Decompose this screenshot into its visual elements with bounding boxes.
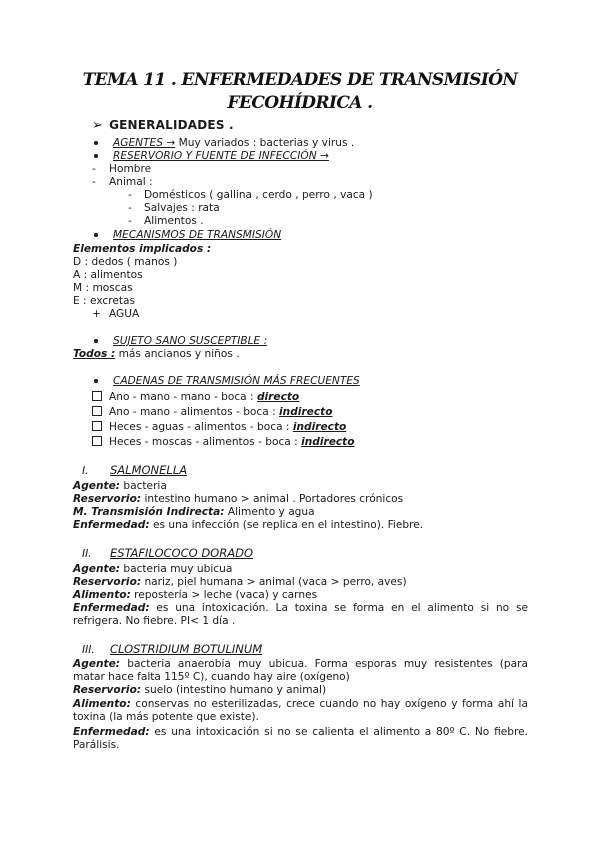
animal-subitem-text: Domésticos ( gallina , cerdo , perro , vaca ) [144, 189, 373, 201]
clostridium-reservorio [73, 684, 326, 697]
clostridium-enfermedad [73, 726, 528, 752]
field-text: es una intoxicación. La toxina se forma en el alimento si no se refrigera. No fiebre. PI< 1 día . [73, 602, 528, 627]
generalidades-heading-text: GENERALIDADES . [109, 118, 234, 132]
section-roman-numeral: I. [82, 465, 89, 477]
animal-subitem [128, 215, 204, 228]
cadena-text: Heces - aguas - alimentos - boca : [109, 421, 293, 433]
cadena-item [92, 436, 355, 449]
cadena-tipo: indirecto [279, 406, 333, 418]
animal-subitem [128, 202, 220, 215]
field-text: suelo (intestino humano y animal) [141, 684, 327, 696]
field-text: es una intoxicación si no se calienta el alimento a 80º C. No fiebre. Parálisis. [73, 726, 528, 751]
cadenas-heading: CADENAS DE TRANSMISIÓN MÁS FRECUENTES [113, 375, 360, 387]
animal-subitem-text: Alimentos . [144, 215, 204, 227]
field-label: Agente: [73, 658, 120, 670]
salmonella-enfermedad [73, 519, 423, 532]
dama-item: D : dedos ( manos ) [73, 256, 178, 268]
agentes-bullet [92, 137, 354, 150]
estafilococo-enfermedad [73, 602, 528, 628]
salmonella-agente [73, 480, 167, 493]
field-text: nariz, piel humana > animal (vaca > perro, aves) [141, 576, 407, 588]
generalidades-heading [92, 119, 234, 132]
sujeto-heading: SUJETO SANO SUSCEPTIBLE : [113, 335, 268, 347]
section-name: CLOSTRIDIUM BOTULINUM [110, 642, 263, 656]
field-text: conservas no esterilizadas, crece cuando no hay oxígeno y forma ahí la toxina (la más potente que existe). [73, 698, 528, 723]
section-heading-clostridium [82, 643, 262, 657]
elementos-implicados: Elementos implicados : [73, 243, 212, 255]
dama-item: E : excretas [73, 295, 136, 307]
animal-item [92, 176, 153, 189]
field-text: intestino humano > animal . Portadores crónicos [141, 493, 404, 505]
section-roman-numeral: II. [82, 548, 92, 560]
todos-text: más ancianos y niños . [115, 348, 240, 360]
arrowhead-bullet-icon: ➢ [92, 118, 104, 133]
field-label: Agente: [73, 563, 120, 575]
estafilococo-agente [73, 563, 232, 576]
reservorio-bullet [92, 150, 329, 163]
field-label: M. Transmisión Indirecta: [73, 506, 225, 518]
field-label: Reservorio: [73, 576, 142, 588]
field-label: Agente: [73, 480, 120, 492]
field-label: Alimento: [73, 589, 131, 601]
field-label: Enfermedad: [73, 519, 150, 531]
todos-label: Todos : [73, 348, 116, 360]
cadena-text: Heces - moscas - alimentos - boca : [109, 436, 302, 448]
clostridium-agente [73, 658, 528, 684]
cadena-tipo: indirecto [301, 436, 355, 448]
cadena-tipo: indirecto [292, 421, 347, 433]
hombre-text: Hombre [109, 163, 152, 175]
field-text: bacteria anaerobia muy ubicua. Forma esporas muy resistentes (para matar hace falta 115º C), cuando hay aire (oxígeno) [73, 658, 528, 683]
animal-text: Animal : [109, 176, 153, 188]
cadena-text: Ano - mano - alimentos - boca : [109, 406, 280, 418]
field-text: bacteria muy ubicua [120, 563, 233, 575]
section-name: SALMONELLA [110, 463, 188, 477]
field-label: Enfermedad: [73, 602, 150, 614]
bullet-dot-icon [94, 154, 98, 158]
checkbox-icon[interactable] [92, 436, 102, 446]
dash-bullet-icon: - [128, 202, 132, 214]
section-roman-numeral: III. [82, 644, 95, 656]
cadena-item [92, 406, 332, 419]
checkbox-icon[interactable] [92, 406, 102, 416]
field-text: Alimento y agua [224, 506, 315, 518]
section-heading-estafilococo [82, 547, 253, 561]
field-label: Enfermedad: [73, 726, 150, 738]
document-title-line-2: FECOHÍDRICA . [227, 93, 373, 113]
bullet-dot-icon [94, 233, 98, 237]
bullet-dot-icon [94, 141, 98, 145]
sujeto-bullet [92, 335, 267, 348]
todos-line [73, 348, 240, 361]
hombre-item [92, 163, 151, 176]
field-text: es una infección (se replica en el intestino). Fiebre. [149, 519, 424, 531]
cadenas-bullet [92, 375, 360, 388]
animal-subitem [128, 189, 373, 202]
animal-subitem-text: Salvajes : rata [144, 202, 220, 214]
bullet-dot-icon [94, 379, 98, 383]
estafilococo-alimento [73, 589, 317, 602]
dash-bullet-icon: - [128, 189, 132, 201]
field-label: Alimento: [73, 698, 131, 710]
cadena-item [92, 421, 346, 434]
checkbox-icon[interactable] [92, 421, 102, 431]
section-heading-salmonella [82, 464, 187, 478]
bullet-dot-icon [94, 339, 98, 343]
field-label: Reservorio: [73, 493, 142, 505]
cadena-text: Ano - mano - mano - boca : [109, 391, 257, 403]
plus-bullet-icon: + [92, 308, 101, 320]
agentes-text: Muy variados : bacterias y virus . [175, 137, 355, 149]
dash-bullet-icon: - [92, 176, 96, 188]
agua-item [92, 308, 139, 321]
agua-text: AGUA [109, 308, 140, 320]
estafilococo-reservorio [73, 576, 407, 589]
dash-bullet-icon: - [92, 163, 96, 175]
section-name: ESTAFILOCOCO DORADO [110, 546, 254, 560]
mecanismos-bullet [92, 229, 281, 242]
dama-item: M : moscas [73, 282, 133, 294]
dash-bullet-icon: - [128, 215, 132, 227]
field-text: repostería > leche (vaca) y carnes [130, 589, 318, 601]
field-text: bacteria [120, 480, 167, 492]
clostridium-alimento [73, 698, 528, 724]
checkbox-icon[interactable] [92, 391, 102, 401]
salmonella-reservorio [73, 493, 403, 506]
cadena-item [92, 391, 299, 404]
cadena-tipo: directo [256, 391, 300, 403]
agentes-label: AGENTES → [113, 137, 176, 149]
field-label: Reservorio: [73, 684, 142, 696]
document-title-line-1: TEMA 11 . ENFERMEDADES DE TRANSMISIÓN [82, 70, 518, 90]
reservorio-heading: RESERVORIO Y FUENTE DE INFECCIÓN → [113, 150, 329, 162]
mecanismos-heading: MECANISMOS DE TRANSMISIÓN [113, 229, 282, 241]
dama-item: A : alimentos [73, 269, 143, 281]
salmonella-transmision [73, 506, 315, 519]
